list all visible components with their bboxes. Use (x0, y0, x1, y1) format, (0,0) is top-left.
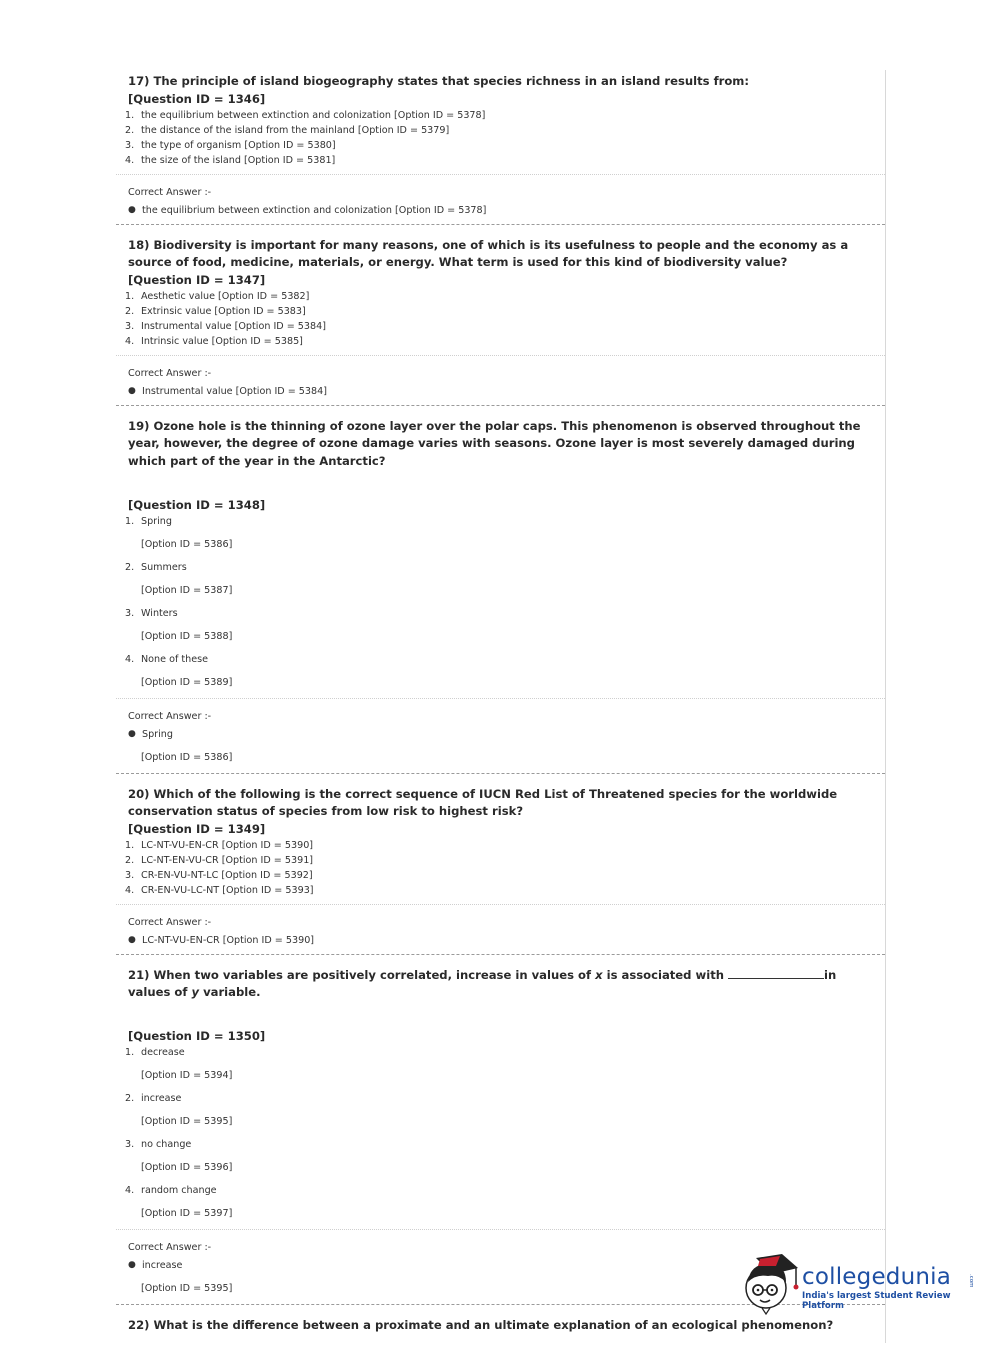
question-id: [Question ID = 1348] (128, 497, 266, 512)
mascot-icon (742, 1252, 800, 1316)
correct-answer: ● increase (128, 1259, 183, 1271)
option-item: 2. Summers (125, 561, 187, 573)
question-text: 20) Which of the following is the correct sequence of IUCN Red List of Threatened species for the worldwide conservation status of species from low risk to highest risk? (128, 786, 838, 819)
answer-blank (728, 968, 824, 979)
question-text: 17) The principle of island biogeography states that species richness in an island results from: (128, 74, 750, 88)
question-id: [Question ID = 1346] (128, 91, 266, 106)
option-item: 3. CR-EN-VU-NT-LC [Option ID = 5392] (125, 869, 313, 881)
option-item: 3. no change (125, 1138, 192, 1150)
correct-answer-label: Correct Answer :- (128, 1241, 212, 1253)
question-text: 22) What is the difference between a proximate and an ultimate explanation of an ecological phenomenon? (128, 1317, 834, 1332)
correct-option-id: [Option ID = 5395] (141, 1282, 233, 1294)
option-id: [Option ID = 5389] (141, 676, 233, 688)
option-item: 4. the size of the island [Option ID = 5381] (125, 154, 336, 166)
option-id: [Option ID = 5397] (141, 1207, 233, 1219)
bullet-icon: ● (128, 934, 136, 945)
correct-answer-label: Correct Answer :- (128, 367, 212, 379)
brand-tagline: India's largest Student Review Platform (802, 1291, 951, 1311)
brand-name: collegedunia (802, 1264, 952, 1290)
question-block (116, 70, 885, 225)
option-item: 2. Extrinsic value [Option ID = 5383] (125, 305, 306, 317)
question-block (116, 406, 885, 774)
correct-answer: ● the equilibrium between extinction and colonization [Option ID = 5378] (128, 204, 487, 216)
question-id: [Question ID = 1350] (128, 1028, 266, 1043)
question-id: [Question ID = 1349] (128, 821, 266, 836)
collegedunia-logo[interactable] (742, 1252, 982, 1322)
brand-domain: .com (968, 1274, 974, 1288)
option-item: 1. decrease (125, 1046, 185, 1058)
option-item: 1. LC-NT-VU-EN-CR [Option ID = 5390] (125, 839, 314, 851)
option-item: 3. Instrumental value [Option ID = 5384] (125, 320, 326, 332)
correct-answer: ● Instrumental value [Option ID = 5384] (128, 385, 327, 397)
correct-answer-section (116, 355, 885, 405)
question-text: 21) When two variables are positively correlated, increase in values of x is associated with in values of y variable. (128, 967, 837, 1000)
correct-answer-label: Correct Answer :- (128, 186, 212, 198)
option-item: 1. the equilibrium between extinction and colonization [Option ID = 5378] (125, 109, 486, 121)
question-id: [Question ID = 1347] (128, 272, 266, 287)
bullet-icon: ● (128, 204, 136, 215)
correct-answer-section (116, 698, 885, 773)
option-id: [Option ID = 5388] (141, 630, 233, 642)
option-item: 4. Intrinsic value [Option ID = 5385] (125, 335, 303, 347)
correct-answer: ● LC-NT-VU-EN-CR [Option ID = 5390] (128, 934, 315, 946)
correct-option-id: [Option ID = 5386] (141, 751, 233, 763)
option-id: [Option ID = 5387] (141, 584, 233, 596)
correct-answer-section (116, 174, 885, 224)
option-id: [Option ID = 5394] (141, 1069, 233, 1081)
option-item: 1. Aesthetic value [Option ID = 5382] (125, 290, 310, 302)
option-item: 2. LC-NT-EN-VU-CR [Option ID = 5391] (125, 854, 314, 866)
option-item: 4. CR-EN-VU-LC-NT [Option ID = 5393] (125, 884, 314, 896)
question-text: 19) Ozone hole is the thinning of ozone layer over the polar caps. This phenomenon is observed throughout the year, however, the degree of ozone damage varies with seasons. Ozone layer is most severely damaged during which part of the year in the Antarctic? (128, 418, 861, 468)
option-id: [Option ID = 5386] (141, 538, 233, 550)
question-block (116, 774, 885, 955)
bullet-icon: ● (128, 385, 136, 396)
question-block (116, 225, 885, 406)
bullet-icon: ● (128, 1259, 136, 1270)
correct-answer-section (116, 904, 885, 954)
question-paper (116, 70, 886, 1343)
option-item: 4. None of these (125, 653, 209, 665)
option-item: 2. increase (125, 1092, 182, 1104)
option-item: 3. Winters (125, 607, 178, 619)
option-id: [Option ID = 5396] (141, 1161, 233, 1173)
question-text: 18) Biodiversity is important for many reasons, one of which is its usefulness to people and the economy as a source of food, medicine, materials, or energy. What term is used for this kind of biodiversity value? (128, 237, 849, 270)
bullet-icon: ● (128, 728, 136, 739)
logo-text (802, 1264, 982, 1311)
option-item: 3. the type of organism [Option ID = 5380] (125, 139, 336, 151)
correct-answer-label: Correct Answer :- (128, 916, 212, 928)
option-item: 1. Spring (125, 515, 172, 527)
option-item: 4. random change (125, 1184, 217, 1196)
correct-answer: ● Spring (128, 728, 173, 740)
option-id: [Option ID = 5395] (141, 1115, 233, 1127)
correct-answer-label: Correct Answer :- (128, 710, 212, 722)
option-item: 2. the distance of the island from the mainland [Option ID = 5379] (125, 124, 450, 136)
